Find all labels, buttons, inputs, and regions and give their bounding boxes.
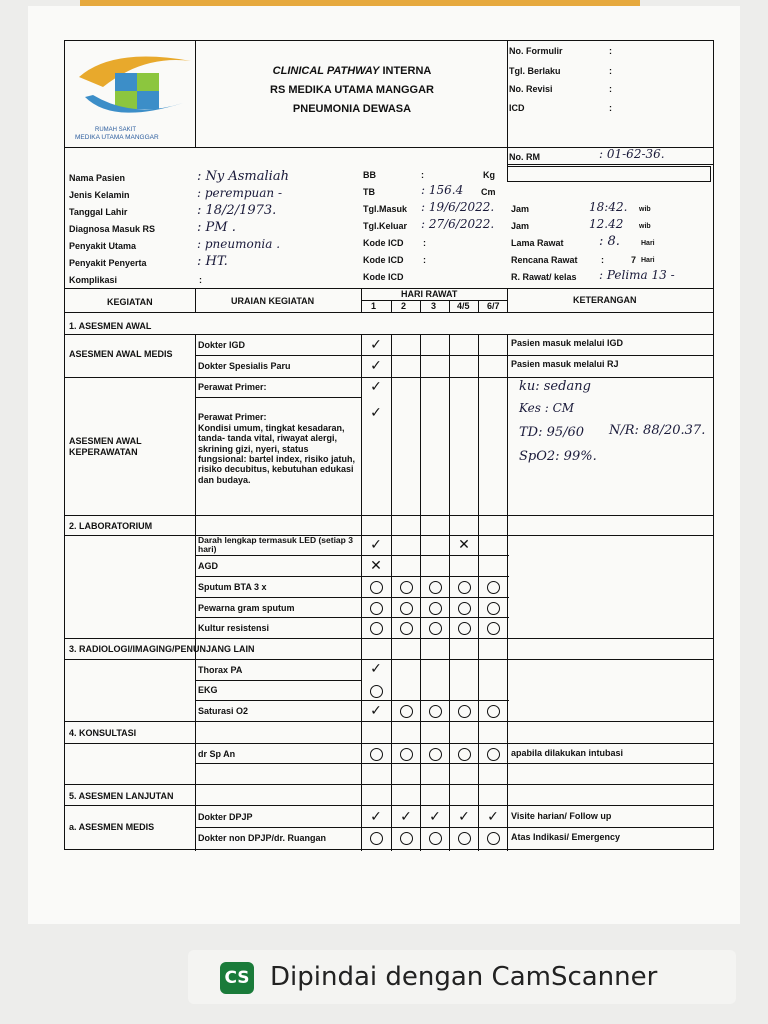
camscanner-banner [188,950,736,1004]
komplikasi-label: Komplikasi [69,275,118,285]
row-perawat-primer: Perawat Primer: [198,382,267,392]
rencana-rawat-value: 7 [631,255,637,265]
bb-colon: : [421,170,424,180]
note-td: TD: 95/60 [519,425,585,440]
rule [195,288,196,312]
clinical-pathway-form [64,40,714,850]
hospital-logo [73,47,195,147]
rencana-rawat-label: Rencana Rawat [511,255,578,265]
hospital-name: RS MEDIKA UTAMA MANGGAR [270,84,434,96]
penyakit-utama-value: : pneumonia . [197,237,281,251]
empty-circle-mark [391,618,421,638]
rule [65,312,713,313]
day-2: 2 [401,301,407,311]
kode-icd-3: Kode ICD [363,272,404,282]
lama-rawat-value: : 8. [599,234,620,249]
rule [478,300,479,312]
col-uraian: URAIAN KEGIATAN [231,296,315,306]
empty-circle-mark [420,744,450,764]
section-asesmen-lanjutan: 5. ASESMEN LANJUTAN [69,791,174,801]
row-non-dpjp: Dokter non DPJP/dr. Ruangan [198,833,327,843]
logo-icon [73,47,195,127]
note-rj: Pasien masuk melalui RJ [511,359,619,369]
meta-colon: : [609,84,612,94]
rule [65,784,713,785]
day-67: 6/7 [487,301,500,311]
empty-circle-mark [361,577,391,597]
tglkeluar-label: Tgl.Keluar [363,221,408,231]
note-spo2: SpO2: 99%. [519,449,597,464]
empty-circle-mark [449,701,479,721]
rencana-rawat-unit: Hari [641,257,655,264]
day-45: 4/5 [457,301,470,311]
col-hari-rawat: HARI RAWAT [401,289,458,299]
asesmen-medis-label: a. ASESMEN MEDIS [69,822,155,832]
note-visite: Visite harian/ Follow up [511,811,612,821]
check-mark: ✓ [370,379,382,395]
section-radiologi: 3. RADIOLOGI/IMAGING/PENUNJANG LAIN [69,644,255,654]
row-sputum: Sputum BTA 3 x [198,582,267,592]
bb-label: BB [363,170,376,180]
diagnosa-label: Diagnosa Masuk RS [69,224,156,234]
form-title [197,65,507,77]
tb-unit: Cm [481,187,496,197]
asesmen-kep-2: KEPERAWATAN [69,447,138,457]
empty-circle-mark [361,618,391,638]
jam1-value: 18:42. [589,200,628,214]
check-mark: ✓ [370,703,382,719]
check-mark: ✓ [370,405,382,421]
row-agd: AGD [198,561,218,571]
empty-circle-mark [449,618,479,638]
empty-circle-mark [449,744,479,764]
rule [195,41,196,147]
empty-circle-mark [478,598,508,618]
rule [391,300,392,312]
tgl-lahir-value: : 18/2/1973. [197,203,277,218]
rule [195,355,713,356]
rule [65,288,713,289]
logo-line-1: RUMAH SAKIT [95,127,137,133]
no-rm-label: No. RM [509,152,540,162]
col-keterangan: KETERANGAN [573,295,637,305]
check-mark: ✓ [370,537,382,553]
tglkeluar-value: : 27/6/2022. [421,217,495,231]
empty-circle-mark [391,598,421,618]
lama-rawat-unit: Hari [641,240,655,247]
note-ku: ku: sedang [519,379,591,394]
empty-circle-mark [478,618,508,638]
check-mark: ✓ [370,809,382,825]
jk-label: Jenis Kelamin [69,190,130,200]
tglmasuk-value: : 19/6/2022. [421,200,495,214]
kode-icd-colon: : [423,255,426,265]
asesmen-kep-1: ASESMEN AWAL [69,436,142,446]
kode-icd-colon: : [423,238,426,248]
rule [195,397,361,398]
row-ekg: EKG [198,685,218,695]
logo-line-2: MEDIKA UTAMA MANGGAR [75,134,159,141]
jam2-label: Jam [511,221,530,231]
empty-circle-mark [391,701,421,721]
empty-circle-mark [478,828,508,848]
tglmasuk-label: Tgl.Masuk [363,204,408,214]
jk-value: : perempuan - [197,186,283,200]
empty-circle-mark [420,828,450,848]
rule [195,555,509,556]
row-dpjp: Dokter DPJP [198,812,253,822]
empty-circle-mark [361,828,391,848]
penyakit-utama-label: Penyakit Utama [69,241,137,251]
row-dokter-igd: Dokter IGD [198,340,246,350]
cross-mark: ✕ [370,558,382,574]
section-laboratorium: 2. LABORATORIUM [69,521,153,531]
note-intubasi: apabila dilakukan intubasi [511,748,624,758]
row-darah-lengkap: Darah lengkap termasuk LED (setiap 3 hari) [198,535,353,554]
penyerta-value: : HT. [197,254,228,269]
rule [65,805,713,806]
section-asesmen-awal: 1. ASESMEN AWAL [69,321,152,331]
empty-circle-mark [478,577,508,597]
nama-value: : Ny Asmaliah [197,169,289,184]
col-kegiatan: KEGIATAN [107,297,153,307]
no-rm-box [507,166,711,182]
empty-circle-mark [391,828,421,848]
kelas-value: : Pelima 13 - [599,268,675,282]
check-mark: ✓ [370,358,382,374]
jam2-value: 12.42 [589,217,624,231]
meta-formulir: No. Formulir [509,46,563,56]
note-nr: N/R: 88/20.37. [609,423,706,438]
note-emergency: Atas Indikasi/ Emergency [511,832,621,842]
empty-circle-mark [391,577,421,597]
section-konsultasi: 4. KONSULTASI [69,728,137,738]
row-saturasi: Saturasi O2 [198,706,249,716]
row-dokter-paru: Dokter Spesialis Paru [198,361,291,371]
rule [65,515,713,516]
empty-circle-mark [361,598,391,618]
day-3: 3 [431,301,437,311]
kode-icd-1: Kode ICD [363,238,404,248]
check-mark: ✓ [487,809,499,825]
rule [449,300,450,312]
meta-colon: : [609,66,612,76]
row-drsp: dr Sp An [198,749,236,759]
nama-label: Nama Pasien [69,173,126,183]
check-mark: ✓ [370,661,382,677]
empty-circle-mark [420,577,450,597]
empty-circle-mark [449,828,479,848]
day-1: 1 [371,301,377,311]
note-kes: Kes : CM [519,401,575,415]
cross-mark: ✕ [458,537,470,553]
row-kultur: Kultur resistensi [198,623,270,633]
meta-revisi: No. Revisi [509,84,553,94]
bb-unit: Kg [483,170,495,180]
perawat-primer-desc: Kondisi umum, tingkat kesadaran, tanda- tanda vital, riwayat alergi, skrining gizi, nyeri, status fungsional: bartel index, risiko jatuh, risiko decubitus, kebutuhan edukasi dan budaya. [198,423,356,485]
row-thorax: Thorax PA [198,665,243,675]
empty-circle-mark [478,744,508,764]
check-mark: ✓ [400,809,412,825]
meta-colon: : [609,103,612,113]
lama-rawat-label: Lama Rawat [511,238,564,248]
empty-circle-mark [420,618,450,638]
rule [65,638,713,639]
meta-colon: : [609,46,612,56]
check-mark: ✓ [370,337,382,353]
empty-circle-mark [449,598,479,618]
jam1-unit: wib [639,206,651,213]
rule [195,680,361,681]
rencana-colon: : [601,255,604,265]
empty-circle-mark [420,598,450,618]
title-rest: INTERNA [379,65,432,77]
empty-circle-mark [391,744,421,764]
rule [507,164,713,165]
row-pewarna: Pewarna gram sputum [198,603,295,613]
camscanner-text: Dipindai dengan CamScanner [270,962,658,992]
kode-icd-2: Kode ICD [363,255,404,265]
tgl-lahir-label: Tanggal Lahir [69,207,128,217]
diagnosa-value: : PM . [197,220,236,235]
check-mark: ✓ [429,809,441,825]
rule [507,288,508,312]
empty-circle-mark [449,577,479,597]
note-igd: Pasien masuk melalui IGD [511,338,624,348]
meta-icd: ICD [509,103,525,113]
empty-circle-mark [478,701,508,721]
jam1-label: Jam [511,204,530,214]
jam2-unit: wib [639,223,651,230]
rule [507,41,508,177]
empty-circle-mark [420,701,450,721]
rule [195,334,196,851]
penyerta-label: Penyakit Penyerta [69,258,147,268]
meta-berlaku: Tgl. Berlaku [509,66,561,76]
rule [65,721,713,722]
title-italic: CLINICAL PATHWAY [272,65,380,77]
condition-name: PNEUMONIA DEWASA [292,103,412,115]
empty-circle-mark [361,681,391,701]
rule [420,300,421,312]
tb-label: TB [363,187,375,197]
check-mark: ✓ [458,809,470,825]
perawat-primer-title: Perawat Primer: [198,412,267,422]
tb-value: : 156.4 [421,183,464,197]
no-rm-value: : 01-62-36. [599,147,665,161]
empty-circle-mark [361,744,391,764]
komplikasi-colon: : [199,275,202,285]
kelas-label: R. Rawat/ kelas [511,272,577,282]
camscanner-logo-icon: CS [220,962,254,994]
asesmen-awal-medis: ASESMEN AWAL MEDIS [69,349,173,359]
